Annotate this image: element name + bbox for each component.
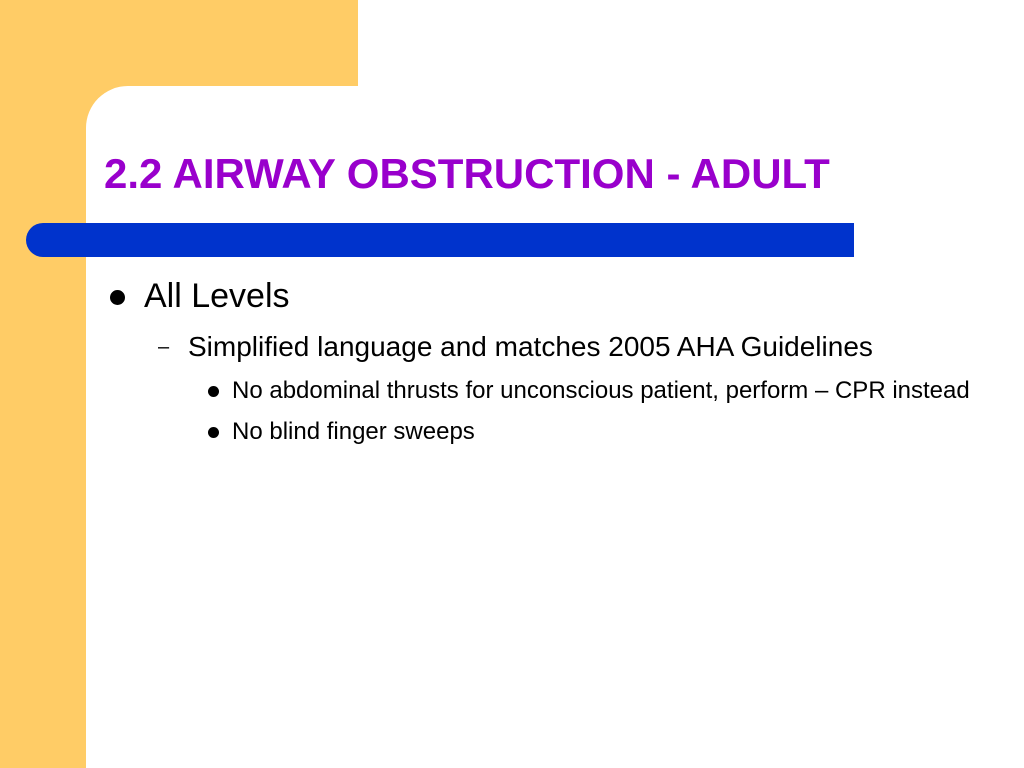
- bullet-dot-icon: [208, 427, 219, 438]
- bullet-dot-icon: [110, 290, 125, 305]
- bullet-level3: [188, 415, 984, 448]
- bullet-level1: [104, 276, 984, 316]
- bullet-text: No abdominal thrusts for unconscious patient, perform – CPR instead: [232, 377, 970, 404]
- slide-title: 2.2 AIRWAY OBSTRUCTION - ADULT: [104, 150, 830, 197]
- dash-icon: –: [158, 336, 170, 358]
- bullet-text: Simplified language and matches 2005 AHA Guidelines: [188, 331, 873, 362]
- bullet-level2: [148, 328, 984, 366]
- bullet-list: [104, 276, 984, 456]
- bullet-text: All Levels: [144, 277, 290, 315]
- bullet-text: No blind finger sweeps: [232, 418, 475, 445]
- bullet-level3: [188, 374, 984, 407]
- title-rule-bar: [26, 223, 854, 257]
- bullet-dot-icon: [208, 386, 219, 397]
